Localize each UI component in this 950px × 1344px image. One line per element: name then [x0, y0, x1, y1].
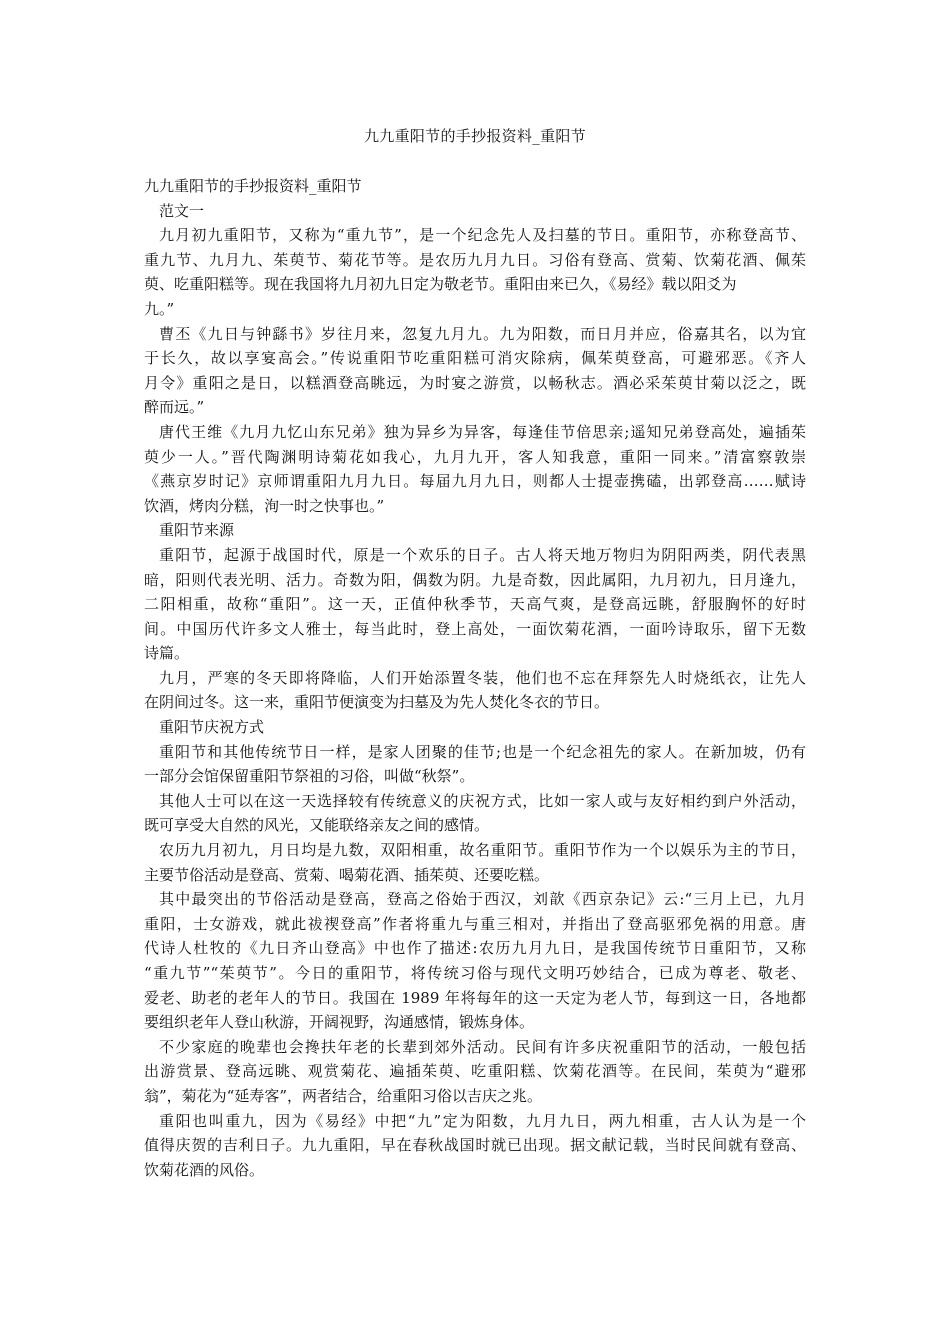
text-line: 唐代王维《九月九忆山东兄弟》独为异乡为异客，每逢佳节倍思亲;遥知兄弟登高处，遍插茱 [159, 422, 806, 441]
text-line: 不少家庭的晚辈也会搀扶年老的长辈到郊外活动。民间有许多庆祝重阳节的活动，一般包括 [159, 1037, 806, 1056]
document-body [144, 174, 806, 1182]
text-line: 萸少一人。”晋代陶渊明诗菊花如我心，九月九开，客人知我意，重阳一同来。”清富察敦崇 [144, 447, 806, 466]
text-line: 重阳也叫重九，因为《易经》中把“九”定为阳数，九月九日，两九相重，古人认为是一个 [159, 1111, 806, 1130]
text-line: “重九节”“茱萸节”。今日的重阳节，将传统习俗与现代文明巧妙结合，已成为尊老、敬老、 [144, 964, 806, 982]
text-line: 主要节俗活动是登高、赏菊、喝菊花酒、插茱萸、还要吃糕。 [144, 865, 550, 884]
text-line: 值得庆贺的吉利日子。九九重阳，早在春秋战国时就已出现。据文献记载，当时民间就有登高、 [144, 1136, 806, 1155]
text-line: 饮菊花酒的风俗。 [144, 1160, 265, 1179]
text-line: 出游赏景、登高远眺、观赏菊花、遍插茱萸、吃重阳糕、饮菊花酒等。在民间，茱萸为“避邪 [144, 1062, 806, 1081]
text-line: 诗篇。 [144, 644, 190, 663]
text-line: 重阳节庆祝方式 [159, 718, 265, 737]
text-line: 饮酒，烤肉分糕，洵一时之快事也。” [144, 496, 385, 515]
text-line: 翁”，菊花为“延寿客”，两者结合，给重阳习俗以吉庆之兆。 [144, 1086, 543, 1105]
text-line: 重阳节和其他传统节日一样，是家人团聚的佳节;也是一个纪念祖先的家人。在新加坡，仍有 [159, 742, 806, 761]
text-line: 其中最突出的节俗活动是登高，登高之俗始于西汉，刘歆《西京杂记》云:“三月上已，九月 [159, 890, 806, 909]
text-line: 《燕京岁时记》京师谓重阳九月九日。每届九月九日，则都人士提壶携磕，出郭登高……赋诗 [144, 472, 806, 491]
text-line: 间。中国历代许多文人雅士，每当此时，登上高处，一面饮菊花酒，一面吟诗取乐，留下无数 [144, 619, 806, 638]
text-line: 九月初九重阳节，又称为“重九节”，是一个纪念先人及扫墓的节日。重阳节，亦称登高节、 [159, 226, 806, 245]
text-line: 既可享受大自然的风光，又能联络亲友之间的感情。 [144, 816, 490, 835]
text-line: 重阳节，起源于战国时代，原是一个欢乐的日子。古人将天地万物归为阴阳两类，阴代表黑 [159, 545, 806, 564]
text-line: 醉而远。” [144, 398, 205, 417]
text-line: 代诗人杜牧的《九日齐山登高》中也作了描述:农历九月九日，是我国传统节日重阳节，又称 [144, 939, 806, 958]
document-title: 九九重阳节的手抄报资料_重阳节 [363, 127, 586, 145]
text-line: 暗，阳则代表光明、活力。奇数为阳，偶数为阴。九是奇数，因此属阳，九月初九，日月逢九， [144, 570, 806, 589]
text-line: 爱老、助老的老年人的节日。我国在 1989 年将每年的这一天定为老人节，每到这一日，各地都 [144, 988, 806, 1007]
text-line: 于长久，故以享宴高会。”传说重阳节吃重阳糕可消灾除病，佩茱萸登高，可避邪恶。《齐人 [144, 349, 806, 368]
text-line: 其他人士可以在这一天选择较有传统意义的庆祝方式，比如一家人或与友好相约到户外活动， [159, 791, 806, 810]
text-line: 范文一 [159, 201, 205, 220]
text-line: 九。” [144, 299, 175, 318]
text-line: 九月，严寒的冬天即将降临，人们开始添置冬装，他们也不忘在拜祭先人时烧纸衣，让先人 [159, 668, 806, 687]
text-line: 要组织老年人登山秋游，开阔视野，沟通感情，锻炼身体。 [144, 1013, 535, 1032]
text-line: 一部分会馆保留重阳节祭祖的习俗，叫做“秋祭”。 [144, 767, 475, 786]
text-line: 二阳相重，故称“重阳”。这一天，正值仲秋季节，天高气爽，是登高远眺，舒服胸怀的好时 [144, 595, 806, 614]
text-line: 月令》重阳之是日，以糕酒登高眺远，为时宴之游赏，以畅秋志。酒必采茱萸甘菊以泛之，既 [144, 373, 806, 392]
text-line: 重阳，士女游戏，就此祓禊登高”作者将重九与重三相对，并指出了登高驱邪免祸的用意。唐 [144, 914, 806, 933]
text-line: 曹丕《九日与钟繇书》岁往月来，忽复九月九。九为阳数，而日月并应，俗嘉其名，以为宜 [159, 324, 806, 343]
text-line: 农历九月初九，月日均是九数，双阳相重，故名重阳节。重阳节作为一个以娱乐为主的节日， [159, 841, 806, 860]
text-line: 在阴间过冬。这一来，重阳节便演变为扫墓及为先人焚化冬衣的节日。 [144, 693, 610, 712]
text-line: 重九节、九月九、茱萸节、菊花节等。是农历九月九日。习俗有登高、赏菊、饮菊花酒、佩茱 [144, 250, 806, 269]
text-line: 九九重阳节的手抄报资料_重阳节 [144, 177, 362, 195]
text-line: 重阳节来源 [159, 521, 235, 540]
text-line: 萸、吃重阳糕等。现在我国将九月初九日定为敬老节。重阳由来已久，《易经》载以阳爻为 [144, 275, 737, 294]
